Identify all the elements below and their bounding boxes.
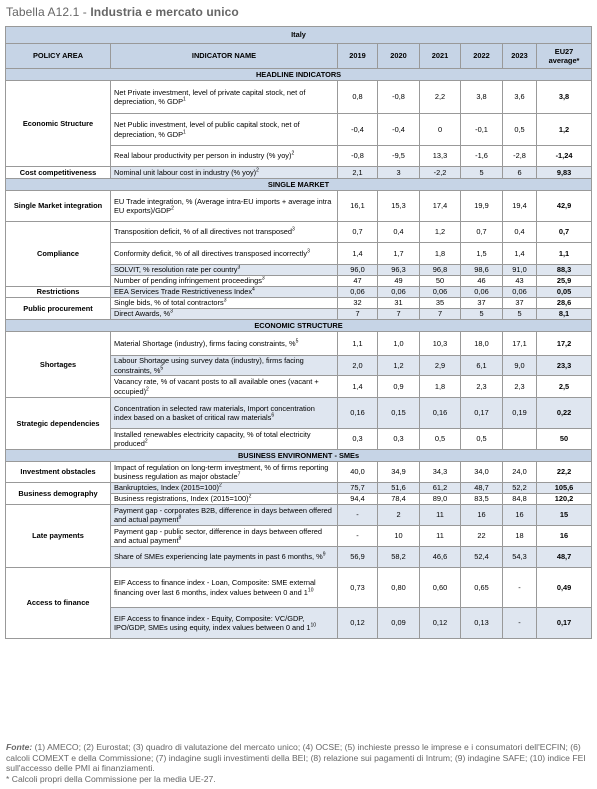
country-row bbox=[6, 27, 592, 44]
value-cell: 94,4 bbox=[338, 494, 378, 505]
footnote-ref: 3 bbox=[261, 275, 265, 282]
table-row bbox=[6, 222, 592, 243]
eu-average-cell: 16 bbox=[537, 526, 592, 547]
value-cell: 1,4 bbox=[338, 376, 378, 398]
table-row bbox=[6, 287, 592, 298]
indicator-name: Direct Awards, % bbox=[114, 309, 171, 319]
indicator-name: EU Trade integration, % (Average intra-EU imports + average intra EU exports)/GDP bbox=[114, 196, 332, 215]
footnote-ref: 2 bbox=[218, 482, 222, 489]
value-cell: 2,0 bbox=[338, 356, 378, 376]
indicator-name: Installed renewables electricity capacity, % of total electricity produced bbox=[114, 429, 311, 448]
area-late-payments: Late payments bbox=[6, 505, 111, 568]
value-cell: 96,0 bbox=[338, 265, 378, 276]
footnote-ref: 2 bbox=[291, 150, 295, 157]
indicator-cell bbox=[111, 167, 338, 179]
table-row bbox=[6, 332, 592, 356]
indicator-name: Payment gap - corporates B2B, difference in days between offered and actual payment bbox=[114, 505, 332, 524]
area-restrictions: Restrictions bbox=[6, 287, 111, 298]
footnote-ref: 1 bbox=[183, 129, 186, 136]
value-cell: 0,3 bbox=[338, 429, 378, 450]
footnote-ref: 10 bbox=[310, 622, 317, 629]
value-cell: 49 bbox=[378, 276, 420, 287]
section-economic-structure: ECONOMIC STRUCTURE bbox=[6, 320, 592, 332]
indicator-cell bbox=[111, 505, 338, 526]
table-title bbox=[6, 5, 239, 19]
footnote-ref: 5 bbox=[295, 338, 299, 345]
value-cell: 0,06 bbox=[461, 287, 503, 298]
value-cell: 1,8 bbox=[420, 376, 461, 398]
eu-average-cell: 22,2 bbox=[537, 462, 592, 483]
value-cell: 61,2 bbox=[420, 483, 461, 494]
indicator-cell bbox=[111, 146, 338, 167]
footnote-ref: 8 bbox=[178, 514, 182, 521]
column-header-row bbox=[6, 44, 592, 69]
indicator-cell bbox=[111, 114, 338, 146]
value-cell: 0,06 bbox=[338, 287, 378, 298]
footnote-ref: 3 bbox=[223, 297, 227, 304]
indicator-cell bbox=[111, 298, 338, 309]
eu-average-cell: 0,49 bbox=[537, 568, 592, 608]
value-cell: 1,2 bbox=[420, 222, 461, 243]
indicator-name: Bankruptcies, Index (2015=100) bbox=[114, 483, 219, 493]
value-cell: 0,9 bbox=[378, 376, 420, 398]
value-cell: -9,5 bbox=[378, 146, 420, 167]
indicator-cell bbox=[111, 376, 338, 398]
footnote-ref: 2 bbox=[146, 386, 149, 393]
value-cell: 22 bbox=[461, 526, 503, 547]
footnote-ref: 3 bbox=[307, 248, 310, 255]
indicator-cell bbox=[111, 568, 338, 608]
value-cell: 0,15 bbox=[378, 398, 420, 429]
indicator-name: Real labour productivity per person in industry (% yoy) bbox=[114, 151, 292, 161]
area-single-market-integration: Single Market integration bbox=[6, 191, 111, 222]
indicator-name: SOLVIT, % resolution rate per country bbox=[114, 265, 238, 275]
eu-average-cell: 48,7 bbox=[537, 547, 592, 568]
value-cell: 7 bbox=[378, 309, 420, 320]
value-cell: 1,4 bbox=[503, 243, 537, 265]
value-cell: 18,0 bbox=[461, 332, 503, 356]
value-cell: 0,60 bbox=[420, 568, 461, 608]
area-economic-structure: Economic Structure bbox=[6, 81, 111, 167]
indicator-name: EIF Access to finance index - Loan, Composite: SME external financing over last 6 months, index values between 0 and 1 bbox=[114, 578, 316, 597]
indicator-name: Nominal unit labour cost in industry (% yoy) bbox=[114, 167, 257, 177]
col-2023: 2023 bbox=[503, 44, 537, 69]
value-cell: 10,3 bbox=[420, 332, 461, 356]
value-cell: 1,5 bbox=[461, 243, 503, 265]
value-cell: 1,2 bbox=[378, 356, 420, 376]
eu-average-cell: 0,05 bbox=[537, 287, 592, 298]
value-cell: 31 bbox=[378, 298, 420, 309]
footnote-ref: 2 bbox=[248, 493, 252, 500]
value-cell: 98,6 bbox=[461, 265, 503, 276]
eu-average-cell: 8,1 bbox=[537, 309, 592, 320]
value-cell: 0,09 bbox=[378, 608, 420, 639]
value-cell: 3,6 bbox=[503, 81, 537, 114]
section-headline: HEADLINE INDICATORS bbox=[6, 69, 592, 81]
section-single-market: SINGLE MARKET bbox=[6, 179, 592, 191]
title-prefix: Tabella A12.1 - bbox=[6, 5, 87, 19]
footnote-note: * Calcoli propri della Commissione per la media UE-27. bbox=[6, 773, 216, 784]
value-cell: 96,8 bbox=[420, 265, 461, 276]
footnote-ref: 8 bbox=[178, 535, 182, 542]
value-cell: 47 bbox=[338, 276, 378, 287]
value-cell: 0,06 bbox=[420, 287, 461, 298]
col-eu27-average bbox=[537, 44, 592, 69]
area-strategic-dependencies: Strategic dependencies bbox=[6, 398, 111, 450]
value-cell: 7 bbox=[338, 309, 378, 320]
footnote bbox=[6, 742, 590, 784]
table-row bbox=[6, 505, 592, 526]
indicator-cell bbox=[111, 191, 338, 222]
value-cell: 0,16 bbox=[420, 398, 461, 429]
value-cell: 35 bbox=[420, 298, 461, 309]
eu-average-cell: 0,17 bbox=[537, 608, 592, 639]
value-cell: 91,0 bbox=[503, 265, 537, 276]
value-cell: 34,9 bbox=[378, 462, 420, 483]
indicator-name: Labour Shortage using survey data (industry), firms facing constraints, % bbox=[114, 356, 304, 375]
indicator-cell bbox=[111, 309, 338, 320]
indicator-cell bbox=[111, 356, 338, 376]
eu-average-cell: -1,24 bbox=[537, 146, 592, 167]
eu-average-cell: 88,3 bbox=[537, 265, 592, 276]
section-row bbox=[6, 320, 592, 332]
value-cell: - bbox=[338, 505, 378, 526]
section-row bbox=[6, 69, 592, 81]
indicator-name: Material Shortage (industry), firms facing constraints, % bbox=[114, 338, 296, 348]
value-cell: 0,06 bbox=[503, 287, 537, 298]
indicator-cell bbox=[111, 332, 338, 356]
value-cell: 43 bbox=[503, 276, 537, 287]
table-row bbox=[6, 167, 592, 179]
value-cell: 78,4 bbox=[378, 494, 420, 505]
footnote-ref: 2 bbox=[256, 167, 259, 174]
indicator-cell bbox=[111, 398, 338, 429]
value-cell: 15,3 bbox=[378, 191, 420, 222]
col-policy-area: POLICY AREA bbox=[6, 44, 111, 69]
value-cell: -1,6 bbox=[461, 146, 503, 167]
value-cell: 84,8 bbox=[503, 494, 537, 505]
footnote-ref: 10 bbox=[307, 587, 314, 594]
eu-average-cell: 42,9 bbox=[537, 191, 592, 222]
value-cell: 19,9 bbox=[461, 191, 503, 222]
indicator-cell bbox=[111, 276, 338, 287]
value-cell: -0,8 bbox=[378, 81, 420, 114]
value-cell: 18 bbox=[503, 526, 537, 547]
table-row bbox=[6, 462, 592, 483]
indicator-name: Single bids, % of total contractors bbox=[114, 298, 224, 308]
value-cell: 19,4 bbox=[503, 191, 537, 222]
value-cell: 0 bbox=[420, 114, 461, 146]
section-row bbox=[6, 450, 592, 462]
table-row bbox=[6, 191, 592, 222]
value-cell: 0,4 bbox=[378, 222, 420, 243]
value-cell: 34,0 bbox=[461, 462, 503, 483]
eu-average-cell: 15 bbox=[537, 505, 592, 526]
value-cell: 16,1 bbox=[338, 191, 378, 222]
table-row bbox=[6, 483, 592, 494]
col-2021: 2021 bbox=[420, 44, 461, 69]
value-cell: 0,65 bbox=[461, 568, 503, 608]
value-cell: 0,80 bbox=[378, 568, 420, 608]
indicator-cell bbox=[111, 526, 338, 547]
indicator-cell bbox=[111, 429, 338, 450]
eu-average-cell: 50 bbox=[537, 429, 592, 450]
area-business-demography: Business demography bbox=[6, 483, 111, 505]
value-cell: 51,6 bbox=[378, 483, 420, 494]
value-cell: 37 bbox=[503, 298, 537, 309]
indicator-cell bbox=[111, 494, 338, 505]
value-cell: 0,5 bbox=[503, 114, 537, 146]
indicator-cell bbox=[111, 483, 338, 494]
value-cell: 50 bbox=[420, 276, 461, 287]
eu-average-cell: 0,22 bbox=[537, 398, 592, 429]
value-cell: 89,0 bbox=[420, 494, 461, 505]
indicator-name: Transposition deficit, % of all directives not transposed bbox=[114, 227, 293, 237]
table-row bbox=[6, 398, 592, 429]
footnote-ref: 3 bbox=[170, 308, 173, 315]
area-shortages: Shortages bbox=[6, 332, 111, 398]
footnote-ref: 2 bbox=[144, 438, 148, 445]
value-cell: -0,1 bbox=[461, 114, 503, 146]
value-cell: 1,8 bbox=[420, 243, 461, 265]
value-cell: 0,4 bbox=[503, 222, 537, 243]
value-cell: - bbox=[338, 526, 378, 547]
value-cell: 0,13 bbox=[461, 608, 503, 639]
footnote-ref: 6 bbox=[271, 412, 275, 419]
eu-average-cell: 9,83 bbox=[537, 167, 592, 179]
value-cell: 32 bbox=[338, 298, 378, 309]
value-cell: 52,2 bbox=[503, 483, 537, 494]
value-cell: 9,0 bbox=[503, 356, 537, 376]
indicator-name: Net Private investment, level of private capital stock, net of depreciation, % GDP bbox=[114, 87, 306, 106]
value-cell: 0,5 bbox=[420, 429, 461, 450]
value-cell: -0,4 bbox=[338, 114, 378, 146]
eu-average-cell: 1,2 bbox=[537, 114, 592, 146]
footnote-ref: 5 bbox=[160, 365, 164, 372]
value-cell: 0,17 bbox=[461, 398, 503, 429]
value-cell: -2,2 bbox=[420, 167, 461, 179]
area-public-procurement: Public procurement bbox=[6, 298, 111, 320]
section-row bbox=[6, 179, 592, 191]
value-cell: 75,7 bbox=[338, 483, 378, 494]
section-business-environment: BUSINESS ENVIRONMENT - SMEs bbox=[6, 450, 592, 462]
value-cell: 1,7 bbox=[378, 243, 420, 265]
value-cell: 96,3 bbox=[378, 265, 420, 276]
value-cell: 16 bbox=[503, 505, 537, 526]
value-cell bbox=[503, 429, 537, 450]
value-cell: 0,73 bbox=[338, 568, 378, 608]
eu-average-cell: 2,5 bbox=[537, 376, 592, 398]
indicator-cell bbox=[111, 547, 338, 568]
value-cell: 24,0 bbox=[503, 462, 537, 483]
value-cell: 0,7 bbox=[461, 222, 503, 243]
value-cell: 5 bbox=[461, 167, 503, 179]
value-cell: 0,12 bbox=[420, 608, 461, 639]
value-cell: 1,1 bbox=[338, 332, 378, 356]
title-text: Industria e mercato unico bbox=[90, 5, 239, 19]
area-compliance: Compliance bbox=[6, 222, 111, 287]
indicator-cell bbox=[111, 243, 338, 265]
value-cell: 83,5 bbox=[461, 494, 503, 505]
value-cell: 2 bbox=[378, 505, 420, 526]
value-cell: 2,2 bbox=[420, 81, 461, 114]
indicator-name: Impact of regulation on long-term investment, % of firms reporting business regulation as major obstacle bbox=[114, 462, 329, 481]
eu-average-cell: 3,8 bbox=[537, 81, 592, 114]
value-cell: 0,16 bbox=[338, 398, 378, 429]
value-cell: 3,8 bbox=[461, 81, 503, 114]
value-cell: 6,1 bbox=[461, 356, 503, 376]
footnote-ref: 3 bbox=[237, 264, 241, 271]
value-cell: 40,0 bbox=[338, 462, 378, 483]
indicator-name: EEA Services Trade Restrictiveness Index bbox=[114, 287, 253, 297]
footnote-sources: (1) AMECO; (2) Eurostat; (3) quadro di valutazione del mercato unico; (4) OCSE; (5) inchieste presso le imprese e i consumatori dell'ECFIN; (6) calcoli COMEXT e della Commissione; (7) indagine sugli investimenti della BEI; (8) relazione sui pagamenti di Intrum; (9) indagine SAFE; (10) indice FEI sull'accesso delle PMI ai finanziamenti. bbox=[6, 742, 586, 774]
eu-average-cell: 120,2 bbox=[537, 494, 592, 505]
value-cell: -2,8 bbox=[503, 146, 537, 167]
value-cell: 0,5 bbox=[461, 429, 503, 450]
table-row bbox=[6, 298, 592, 309]
value-cell: 58,2 bbox=[378, 547, 420, 568]
indicator-name: Business registrations, Index (2015=100) bbox=[114, 494, 249, 504]
col-2019: 2019 bbox=[338, 44, 378, 69]
footnote-ref: 7 bbox=[237, 471, 241, 478]
indicator-name: Number of pending infringement proceedings bbox=[114, 276, 262, 286]
col-indicator-name: INDICATOR NAME bbox=[111, 44, 338, 69]
value-cell: 2,3 bbox=[461, 376, 503, 398]
eu-average-cell: 1,1 bbox=[537, 243, 592, 265]
value-cell: 2,9 bbox=[420, 356, 461, 376]
footnote-ref: 4 bbox=[252, 286, 255, 293]
value-cell: 0,19 bbox=[503, 398, 537, 429]
value-cell: 11 bbox=[420, 526, 461, 547]
value-cell: 34,3 bbox=[420, 462, 461, 483]
country-name: Italy bbox=[6, 27, 592, 44]
footnote-lead: Fonte: bbox=[6, 742, 33, 752]
value-cell: 46 bbox=[461, 276, 503, 287]
value-cell: 5 bbox=[503, 309, 537, 320]
value-cell: 11 bbox=[420, 505, 461, 526]
area-access-to-finance: Access to finance bbox=[6, 568, 111, 639]
value-cell: 46,6 bbox=[420, 547, 461, 568]
value-cell: 0,8 bbox=[338, 81, 378, 114]
indicator-cell bbox=[111, 265, 338, 276]
indicator-name: Vacancy rate, % of vacant posts to all available ones (vacant + occupied) bbox=[114, 377, 319, 396]
col-2020: 2020 bbox=[378, 44, 420, 69]
footnote-ref: 2 bbox=[171, 205, 174, 212]
indicator-table bbox=[5, 26, 592, 639]
value-cell: - bbox=[503, 608, 537, 639]
value-cell: 1,0 bbox=[378, 332, 420, 356]
col-2022: 2022 bbox=[461, 44, 503, 69]
value-cell: -0,4 bbox=[378, 114, 420, 146]
value-cell: 37 bbox=[461, 298, 503, 309]
indicator-name: Net Public investment, level of public capital stock, net of depreciation, % GDP bbox=[114, 120, 300, 139]
indicator-name: Payment gap - public sector, difference in days between offered and actual payment bbox=[114, 526, 323, 545]
value-cell: -0,8 bbox=[338, 146, 378, 167]
eu-average-cell: 0,7 bbox=[537, 222, 592, 243]
footnote-ref: 9 bbox=[322, 551, 326, 558]
eu-average-cell: 17,2 bbox=[537, 332, 592, 356]
value-cell: 48,7 bbox=[461, 483, 503, 494]
value-cell: 54,3 bbox=[503, 547, 537, 568]
area-investment-obstacles: Investment obstacles bbox=[6, 462, 111, 483]
indicator-cell bbox=[111, 81, 338, 114]
indicator-name: Concentration in selected raw materials, Import concentration index based on a basket of critical raw materials bbox=[114, 403, 315, 422]
value-cell: 7 bbox=[420, 309, 461, 320]
value-cell: 10 bbox=[378, 526, 420, 547]
table-row bbox=[6, 568, 592, 608]
value-cell: 5 bbox=[461, 309, 503, 320]
value-cell: 56,9 bbox=[338, 547, 378, 568]
col-average: average* bbox=[548, 56, 580, 65]
value-cell: 13,3 bbox=[420, 146, 461, 167]
indicator-cell bbox=[111, 462, 338, 483]
indicator-cell bbox=[111, 287, 338, 298]
eu-average-cell: 23,3 bbox=[537, 356, 592, 376]
eu-average-cell: 25,9 bbox=[537, 276, 592, 287]
indicator-name: EIF Access to finance index - Equity, Composite: VC/GDP, IPO/GDP, SMEs using equity, index values between 0 and 1 bbox=[114, 613, 311, 632]
value-cell: - bbox=[503, 568, 537, 608]
area-cost-competitiveness: Cost competitiveness bbox=[6, 167, 111, 179]
value-cell: 3 bbox=[378, 167, 420, 179]
col-eu27: EU27 bbox=[554, 46, 574, 56]
value-cell: 17,4 bbox=[420, 191, 461, 222]
table-row bbox=[6, 81, 592, 114]
value-cell: 16 bbox=[461, 505, 503, 526]
indicator-cell bbox=[111, 608, 338, 639]
value-cell: 52,4 bbox=[461, 547, 503, 568]
value-cell: 2,1 bbox=[338, 167, 378, 179]
value-cell: 0,7 bbox=[338, 222, 378, 243]
value-cell: 17,1 bbox=[503, 332, 537, 356]
footnote-ref: 1 bbox=[183, 96, 186, 103]
indicator-cell bbox=[111, 222, 338, 243]
indicator-name: Conformity deficit, % of all directives transposed incorrectly bbox=[114, 248, 308, 258]
value-cell: 0,06 bbox=[378, 287, 420, 298]
footnote-ref: 3 bbox=[292, 226, 295, 233]
value-cell: 0,12 bbox=[338, 608, 378, 639]
indicator-name: Share of SMEs experiencing late payments in past 6 months, % bbox=[114, 552, 323, 562]
eu-average-cell: 105,6 bbox=[537, 483, 592, 494]
value-cell: 2,3 bbox=[503, 376, 537, 398]
value-cell: 0,3 bbox=[378, 429, 420, 450]
eu-average-cell: 28,6 bbox=[537, 298, 592, 309]
value-cell: 6 bbox=[503, 167, 537, 179]
value-cell: 1,4 bbox=[338, 243, 378, 265]
